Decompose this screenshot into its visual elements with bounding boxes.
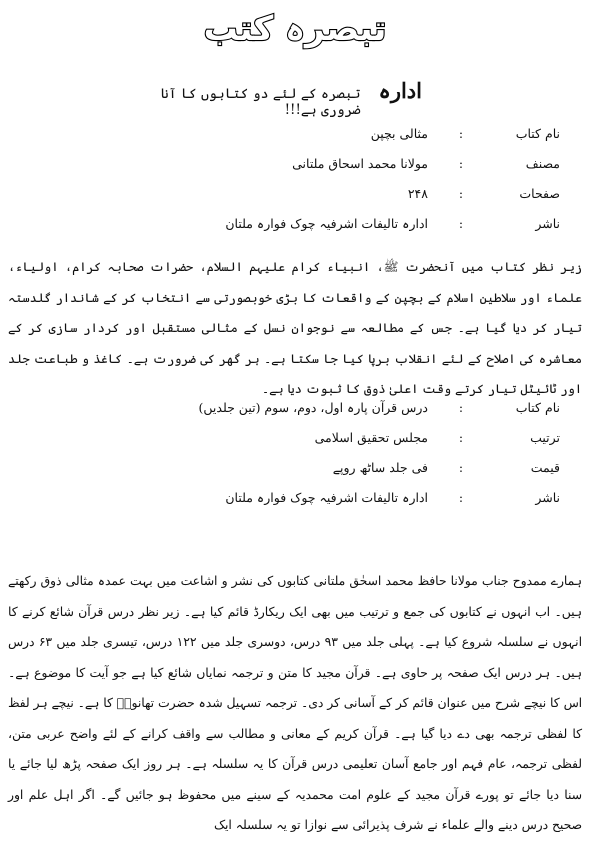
book2-review-paragraph: ہمارے ممدوح جناب مولانا حافظ محمد اسحٰق ملتانی کتابوں کی نشر و اشاعت میں بہت عمدہ مثالی ذوق رکھتے ہیں۔ اب انہوں نے کتابوں کی جمع و ترتیب میں بھی ایک ریکارڈ قائم کیا ہے۔ زیر نظر درس قرآن شائع کرنے کا انہوں نے سلسلہ شروع کیا ہے۔ پہلی جلد میں ۹۳ درس، دوسری جلد میں ۱۲۲ درس، تیسری جلد میں ۶۳ درس ہیں۔ ہر درس ایک صفحہ پر حاوی ہے۔ قرآن مجید کا متن و ترجمہ نمایاں شائع کیا ہے جو آیت کا موضوع ہے۔ اس کا نیچے شرح میں عنوان قائم کر کے آسانی کر دی۔ ترجمہ تسہیل شدہ حضرت تھانویؒ کا ہے۔ نیچے ہر لفظ کا لفظی ترجمہ بھی دے دیا گیا ہے۔ قرآن کریم کے معانی و مطالب سے واقف کرانے کے لئے واضح عربی متن، لفظی ترجمہ، عام فہم اور جامع آسان تعلیمی درس قرآن کا یہ سلسلہ ہے۔ ہر روز ایک صفحہ پڑھ لیا جائے یا سنا دیا جائے تو پورے قرآن مجید کے علوم امت محمدیہ کے سینے میں محفوظ ہو جائیں گے۔ اگر اہل علم اور صحیح درس دینے والے علماء نے شرف پذیرائی سے نوازا تو یہ سلسلہ ایک [8, 574, 582, 832]
section-title-banner [200, 2, 390, 54]
entry-label: ناشر [535, 489, 560, 505]
entry-label: مصنف [525, 155, 560, 171]
entry-label: صفحات [519, 185, 560, 201]
entry-value: ادارہ تالیفات اشرفیہ چوک فوارہ ملتان [225, 215, 428, 231]
entry-value: فی جلد ساٹھ روپے [332, 459, 428, 475]
entry-label: نام کتاب [515, 125, 560, 141]
entry-colon: : [458, 459, 464, 475]
entry-colon: : [458, 155, 464, 171]
entry-colon: : [458, 429, 464, 445]
book1-review-paragraph: زیر نظر کتاب میں آنحضرت ﷺ، انبیاء کرام علیہم السلام، حضرات صحابہ کرام، اولیاء، علماء اور سلاطین اسلام کے بچپن کے واقعات کا بڑی خوبصورتی سے انتخاب کر کے شاندار گلدستہ تیار کر دیا گیا ہے۔ جس کے مطالعہ سے نوجوان نسل کے مثالی مستقبل اور کردار سازی کر کے معاشرہ کی اصلاح کے لئے انقلاب برپا کیا جا سکتا ہے۔ ہر گھر کی ضرورت ہے۔ کاغذ و طباعت جلد اور ٹائیٹل تیار کرتے وقت اعلیٰ ذوق کا ثبوت دیا ہے۔ [8, 260, 582, 396]
entry-value: مولانا محمد اسحاق ملتانی [292, 155, 428, 171]
entry-value: ۲۴۸ [407, 185, 428, 201]
entry-label: ناشر [535, 215, 560, 231]
entry-value: درس قرآن پارہ اول، دوم، سوم (تین جلدیں) [198, 399, 428, 415]
entry-value: مجلس تحقیق اسلامی [314, 429, 428, 445]
entry-colon: : [458, 399, 464, 415]
book1-details [160, 118, 560, 238]
entry-colon: : [458, 215, 464, 231]
entry-label: نام کتاب [515, 399, 560, 415]
book2-publisher-row [160, 482, 560, 512]
book1-title-row [160, 118, 560, 148]
book1-pages-row [160, 178, 560, 208]
banner-title: تبصرہ کتب [203, 8, 387, 49]
entry-label: قیمت [530, 459, 560, 475]
entry-colon: : [458, 489, 464, 505]
book2-details [160, 392, 560, 512]
entry-value: مثالی بچپن [370, 125, 428, 141]
book1-publisher-row [160, 208, 560, 238]
book1-author-row [160, 148, 560, 178]
book2-compiler-row [160, 422, 560, 452]
byline: ادارہ [378, 78, 422, 103]
book2-price-row [160, 452, 560, 482]
byline-row [160, 78, 422, 118]
entry-label: ترتیب [530, 429, 560, 445]
entry-colon: : [458, 125, 464, 141]
subtitle-note: تبصرہ کے لئے دو کتابوں کا آنا ضروری ہے!!! [160, 86, 361, 118]
entry-value: ادارہ تالیفات اشرفیہ چوک فوارہ ملتان [225, 489, 428, 505]
entry-colon: : [458, 185, 464, 201]
book2-title-row [160, 392, 560, 422]
